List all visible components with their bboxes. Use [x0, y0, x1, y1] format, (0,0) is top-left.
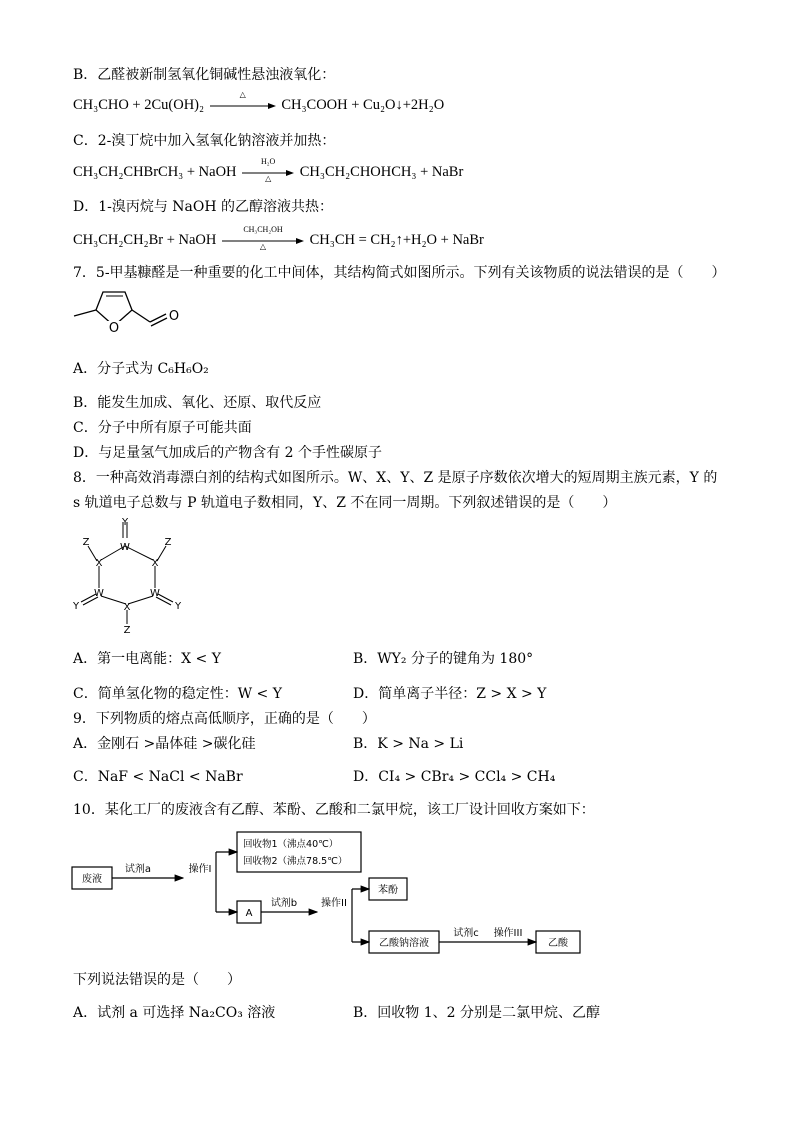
equation-left: CH₃CHO + 2Cu(OH)₂ [73, 97, 205, 113]
equation-left: CH₃CH₂CHBrCH₃ + NaOH [73, 164, 237, 180]
arrow-condition-bottom: △ [259, 241, 267, 251]
q8-option-b: B．WY₂ 分子的键角为 180° [353, 651, 534, 667]
atom-z-bottom: Z [123, 625, 131, 634]
q10-stem: 10．某化工厂的废液含有乙醇、苯酚、乙酸和二氯甲烷，该工厂设计回收方案如下： [73, 802, 595, 818]
recovered-2-text: 回收物2（沸点78.5℃） [243, 856, 348, 867]
q7-option-c: C．分子中所有原子可能共面 [73, 420, 252, 436]
q7-option-b: B．能发生加成、氧化、还原、取代反应 [73, 395, 322, 411]
atom-z-topright: Z [164, 537, 172, 548]
arrow-condition: △ [239, 89, 246, 99]
equation-right: CH₃COOH + Cu₂O↓+2H₂O [281, 97, 445, 113]
recovered-1-text: 回收物1（沸点40℃） [243, 839, 339, 850]
atom-w-right: W [150, 588, 160, 599]
q10-option-a: A．试剂 a 可选择 Na₂CO₃ 溶液 [73, 1005, 276, 1021]
q9-option-b: B．K > Na > Li [353, 736, 464, 752]
atom-z-topleft: Z [82, 537, 90, 548]
sodium-acetate-box: 乙酸钠溶液 [379, 938, 429, 949]
q6-option-c-label: C．2-溴丁烷中加入氢氧化钠溶液并加热： [73, 133, 336, 149]
reaction-arrow-icon [210, 89, 276, 111]
q6-option-b-label: B．乙醛被新制氢氧化铜碱性悬浊液氧化： [73, 67, 336, 83]
equation-right: CH₃CH₂CHOHCH₃ + NaBr [299, 164, 464, 180]
q6-option-d-label: D．1-溴丙烷与 NaOH 的乙醇溶液共热： [73, 199, 334, 215]
atom-w-left: W [94, 588, 104, 599]
q10-question: 下列说法错误的是（ ） [73, 972, 241, 988]
q9-option-c: C．NaF < NaCl < NaBr [73, 769, 243, 785]
atom-x-right: X [151, 558, 159, 569]
reaction-arrow-icon [222, 224, 304, 251]
operation-3-label: 操作III [493, 928, 523, 939]
q10-option-b: B．回收物 1、2 分别是二氯甲烷、乙醇 [353, 1005, 601, 1021]
operation-1-label: 操作I [188, 864, 212, 875]
q7-stem: 7．5-甲基糠醛是一种重要的化工中间体，其结构简式如图所示。下列有关该物质的说法错误的是（ ） [73, 265, 726, 281]
q9-option-a: A．金刚石 >晶体硅 >碳化硅 [73, 736, 256, 752]
reagent-a-label: 试剂a [124, 864, 152, 875]
reaction-arrow-icon [242, 156, 294, 183]
ring-oxygen-label: O [108, 321, 120, 336]
q6-option-c-equation [73, 156, 464, 183]
q7-option-a: A．分子式为 C₆H₆O₂ [73, 361, 209, 377]
q7-option-d: D．与足量氢气加成后的产物含有 2 个手性碳原子 [73, 445, 383, 461]
q7-structure-figure [70, 286, 190, 346]
acetic-acid-box: 乙酸 [548, 938, 568, 949]
recovery-flowchart [70, 826, 590, 958]
arrow-condition-top: H₂O [260, 156, 276, 166]
q8-structure-figure [70, 516, 190, 638]
equation-left: CH₃CH₂CH₂Br + NaOH [73, 232, 217, 248]
q8-option-d: D．简单离子半径：Z > X > Y [353, 686, 547, 702]
equation-right: CH₃CH = CH₂↑+H₂O + NaBr [309, 232, 484, 248]
waste-liquid-box: 废液 [82, 874, 102, 885]
q8-option-c: C．简单氢化物的稳定性：W < Y [73, 686, 282, 702]
q8-stem-line1: 8．一种高效消毒漂白剂的结构式如图所示。W、X、Y、Z 是原子序数依次增大的短周期主族元素，Y 的 [73, 470, 718, 486]
ring-structure [70, 516, 190, 634]
atom-y-right: Y [174, 601, 182, 612]
q8-stem-line2: s 轨道电子总数与 P 轨道电子数相同，Y、Z 不在同一周期。下列叙述错误的是（ ） [73, 495, 617, 511]
reagent-b-label: 试剂b [270, 898, 298, 909]
q6-option-d-equation [73, 224, 484, 251]
methylfurfural-structure [70, 286, 190, 342]
carbonyl-oxygen-label: O [168, 309, 180, 324]
atom-w-top: W [120, 542, 130, 553]
atom-y-left: Y [72, 601, 80, 612]
q9-option-d: D．CI₄ > CBr₄ > CCl₄ > CH₄ [353, 769, 556, 785]
reagent-c-label: 试剂c [453, 928, 479, 939]
intermediate-a-box: A [245, 908, 253, 919]
phenol-box: 苯酚 [378, 885, 398, 896]
q6-option-b-equation [73, 89, 445, 114]
arrow-condition-top: CH₃CH₂OH [243, 224, 283, 234]
q8-option-a: A．第一电离能：X < Y [73, 651, 221, 667]
atom-x-bottom: X [123, 602, 131, 613]
atom-x-left: X [95, 558, 103, 569]
q9-stem: 9．下列物质的熔点高低顺序，正确的是（ ） [73, 711, 376, 727]
atom-y-top: Y [121, 517, 129, 528]
operation-2-label: 操作II [321, 898, 347, 909]
q10-flowchart [70, 826, 590, 962]
arrow-condition-bottom: △ [265, 173, 272, 183]
